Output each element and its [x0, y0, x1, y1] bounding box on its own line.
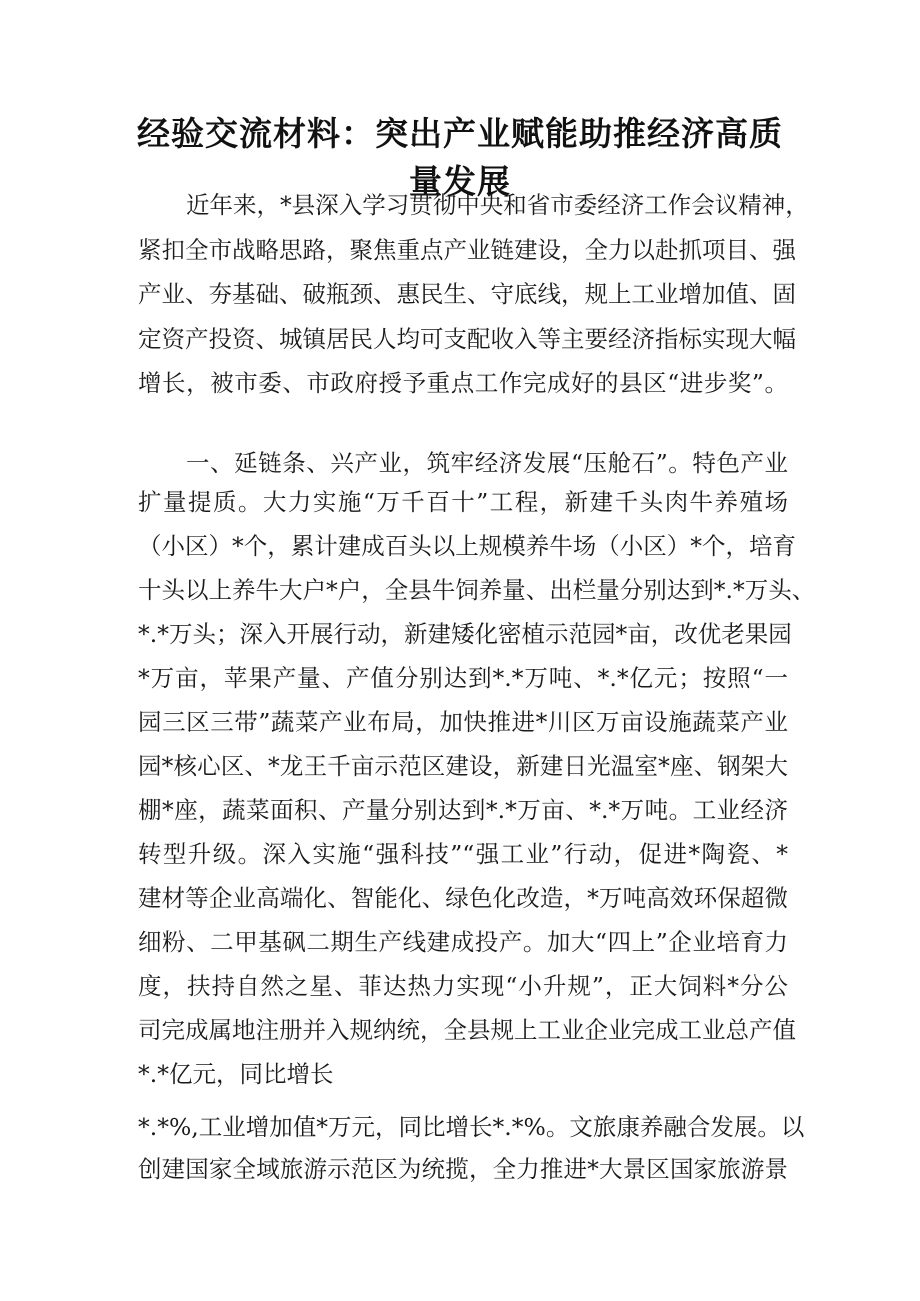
paragraph-line: 近年来，*县深入学习贯彻中央和省市委经济工作会议精神，: [186, 191, 809, 219]
paragraph-line: 细粉、二甲基砜二期生产线建成投产。加大“四上”企业培育力: [138, 928, 788, 956]
document-title-line-2: 量发展: [409, 162, 511, 201]
paragraph-line: 产业、夯基础、破瓶颈、惠民生、守底线，规上工业增加值、固: [138, 280, 796, 308]
paragraph-line: *万亩，苹果产量、产值分别达到*.*万吨、*.*亿元；按照“一: [138, 664, 788, 692]
paragraph-line: 转型升级。深入实施“强科技”“强工业”行动，促进*陶瓷、*: [138, 840, 788, 868]
paragraph-line: 园*核心区、*龙王千亩示范区建设，新建日光温室*座、钢架大: [138, 752, 788, 780]
paragraph-line: 紧扣全市战略思路，聚焦重点产业链建设，全力以赴抓项目、强: [138, 235, 796, 264]
paragraph-line: 十头以上养牛大户*户，全县牛饲养量、出栏量分别达到*.*万头、: [138, 576, 816, 604]
paragraph-line: 建材等企业高端化、智能化、绿色化改造，*万吨高效环保超微: [138, 884, 788, 912]
paragraph-line: *.*万头；深入开展行动，新建矮化密植示范园*亩，改优老果园: [138, 620, 792, 648]
paragraph-line: *.*%,工业增加值*万元，同比增长*.*%。文旅康养融合发展。以: [138, 1113, 805, 1141]
paragraph-line: 定资产投资、城镇居民人均可支配收入等主要经济指标实现大幅: [138, 324, 796, 353]
paragraph-line: 园三区三带”蔬菜产业布局，加快推进*川区万亩设施蔬菜产业: [138, 708, 788, 736]
paragraph-line: 司完成属地注册并入规纳统，全县规上工业企业完成工业总产值: [138, 1016, 796, 1044]
paragraph-line: 创建国家全域旅游示范区为统揽，全力推进*大景区国家旅游景: [138, 1155, 788, 1183]
paragraph-line: 一、延链条、兴产业，筑牢经济发展“压舱石”。特色产业: [186, 449, 788, 477]
document-title-line-1: 经验交流材料：突出产业赋能助推经济高质: [137, 114, 783, 153]
paragraph-line: 增长，被市委、市政府授予重点工作完成好的县区“进步奖”。: [138, 369, 788, 397]
paragraph-line: 扩量提质。大力实施“万千百十”工程，新建千头肉牛养殖场: [138, 488, 788, 516]
paragraph-line: （小区）*个，累计建成百头以上规模养牛场（小区）*个，培育: [138, 532, 796, 560]
paragraph-line: 棚*座，蔬菜面积、产量分别达到*.*万亩、*.*万吨。工业经济: [138, 796, 788, 824]
paragraph-line: *.*亿元，同比增长: [138, 1060, 334, 1088]
paragraph-line: 度，扶持自然之星、菲达热力实现“小升规”，正大饲料*分公: [138, 972, 788, 1000]
